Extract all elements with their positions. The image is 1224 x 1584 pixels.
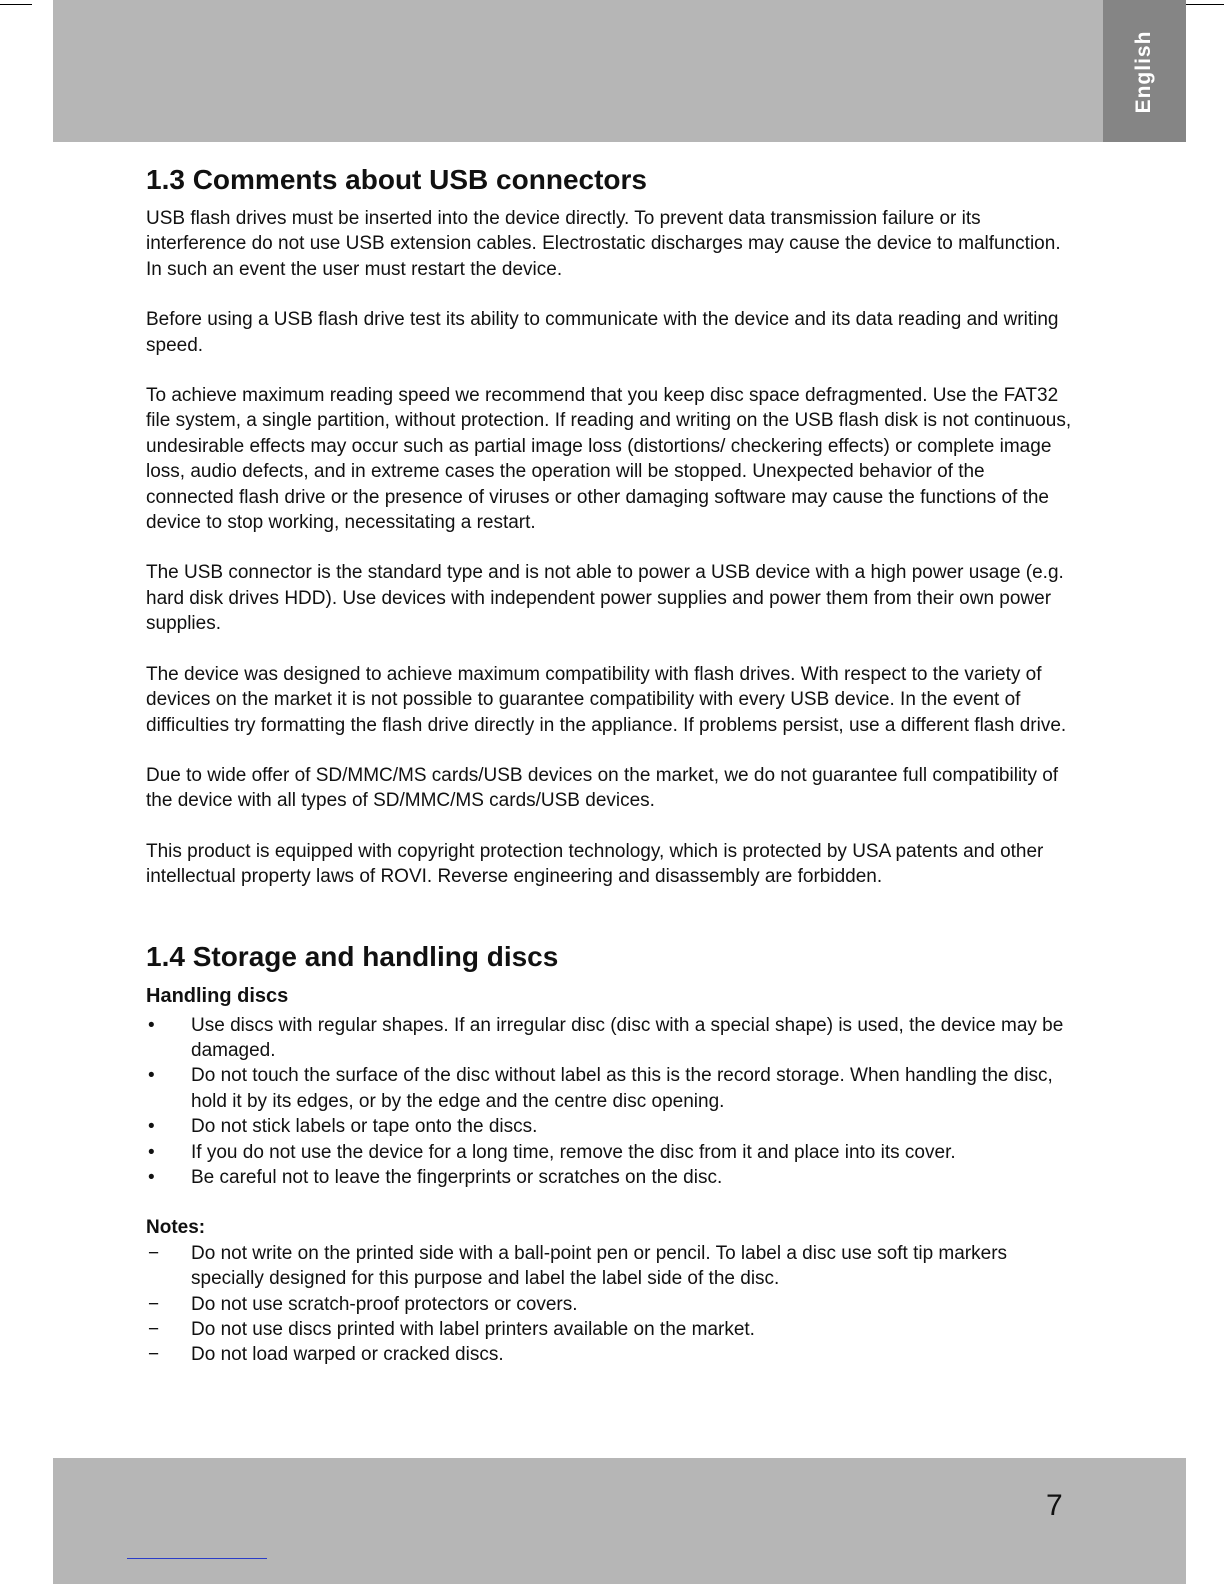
list-item bbox=[146, 1140, 1076, 1165]
bullet-marker: • bbox=[148, 1014, 155, 1036]
list-item-text: Do not use scratch-proof protectors or covers. bbox=[191, 1293, 578, 1315]
footer-link-underline bbox=[127, 1558, 267, 1559]
notes-list bbox=[146, 1241, 1076, 1368]
footer-band bbox=[53, 1458, 1186, 1584]
dash-marker: − bbox=[148, 1242, 160, 1264]
section-title-usb: 1.3 Comments about USB connectors bbox=[146, 164, 647, 195]
section-title-discs: 1.4 Storage and handling discs bbox=[146, 940, 559, 972]
list-item-text: Do not use discs printed with label printers available on the market. bbox=[191, 1319, 755, 1340]
list-item bbox=[146, 1114, 1076, 1139]
bullet-marker: • bbox=[148, 1065, 155, 1087]
paragraph: The device was designed to achieve maximum compatibility with flash drives. With respect to the variety of devices on the market it is not possible to guarantee compatibility with every USB device. In the event of difficulties try formatting the flash drive directly in the appliance. If problems persist, use a different flash drive. bbox=[146, 663, 1067, 736]
bullet-marker: • bbox=[148, 1141, 155, 1163]
dash-marker: − bbox=[148, 1344, 160, 1366]
list-item-text: Do not write on the printed side with a ball-point pen or pencil. To label a disc use soft tip markers specially designed for this purpose and label the label side of the disc. bbox=[191, 1242, 1008, 1290]
list-item-text: Do not stick labels or tape onto the discs. bbox=[191, 1116, 538, 1138]
list-item bbox=[146, 1241, 1076, 1292]
paragraph: Due to wide offer of SD/MMC/MS cards/USB devices on the market, we do not guarantee full compatibility of the device with all types of SD/MMC/MS cards/USB devices. bbox=[146, 764, 1059, 812]
list-item bbox=[146, 1342, 1076, 1367]
language-label: English bbox=[1132, 30, 1155, 114]
list-item-text: If you do not use the device for a long time, remove the disc from it and place into its cover. bbox=[191, 1141, 956, 1163]
bullet-marker: • bbox=[148, 1116, 155, 1138]
paragraph: To achieve maximum reading speed we recommend that you keep disc space defragmented. Use the FAT32 file system, a single partition, without protection. If reading and writing on the USB flash disk is not continuous, undesirable effects may occur such as partial image loss (distortions/ checkering effects) or complete image loss, audio defects, and in extreme cases the operation will be stopped. Unexpected behavior of the connected flash drive or the presence of viruses or other damaging software may cause the functions of the device to stop working, necessitating a restart. bbox=[146, 385, 1072, 534]
paragraph: Before using a USB flash drive test its ability to communicate with the device and its data reading and writing speed. bbox=[146, 309, 1059, 356]
page-content bbox=[146, 162, 1076, 1393]
notes-title: Notes: bbox=[146, 1217, 206, 1239]
crop-mark-left bbox=[0, 4, 32, 5]
list-item-text: Use discs with regular shapes. If an irregular disc (disc with a special shape) is used, the device may be damaged. bbox=[191, 1014, 1064, 1061]
paragraph: The USB connector is the standard type and is not able to power a USB device with a high power usage (e.g. hard disk drives HDD). Use devices with independent power supplies and power them from their own power supplies. bbox=[146, 562, 1064, 635]
header-band bbox=[53, 0, 1186, 142]
bullet-marker: • bbox=[148, 1166, 155, 1188]
list-item-text: Be careful not to leave the fingerprints or scratches on the disc. bbox=[191, 1166, 723, 1188]
paragraph: This product is equipped with copyright protection technology, which is protected by USA patents and other intellectual property laws of ROVI. Reverse engineering and disassembly are forbidden. bbox=[146, 840, 1044, 888]
list-item bbox=[146, 1292, 1076, 1317]
handling-bullet-list bbox=[146, 1013, 1076, 1191]
list-item bbox=[146, 1013, 1076, 1064]
page-number: 7 bbox=[1046, 1489, 1063, 1522]
dash-marker: − bbox=[148, 1319, 160, 1340]
list-item bbox=[146, 1317, 1076, 1342]
list-item bbox=[146, 1165, 1076, 1190]
subsection-title-handling: Handling discs bbox=[146, 984, 289, 1007]
dash-marker: − bbox=[148, 1293, 160, 1315]
list-item-text: Do not load warped or cracked discs. bbox=[191, 1344, 504, 1366]
list-item-text: Do not touch the surface of the disc without label as this is the record storage. When handling the disc, hold it by its edges, or by the edge and the centre disc opening. bbox=[191, 1065, 1053, 1112]
list-item bbox=[146, 1063, 1076, 1114]
paragraph: USB flash drives must be inserted into the device directly. To prevent data transmission failure or its interference do not use USB extension cables. Electrostatic discharges may cause the device to malfunction. In such an event the user must restart the device. bbox=[146, 208, 1061, 280]
